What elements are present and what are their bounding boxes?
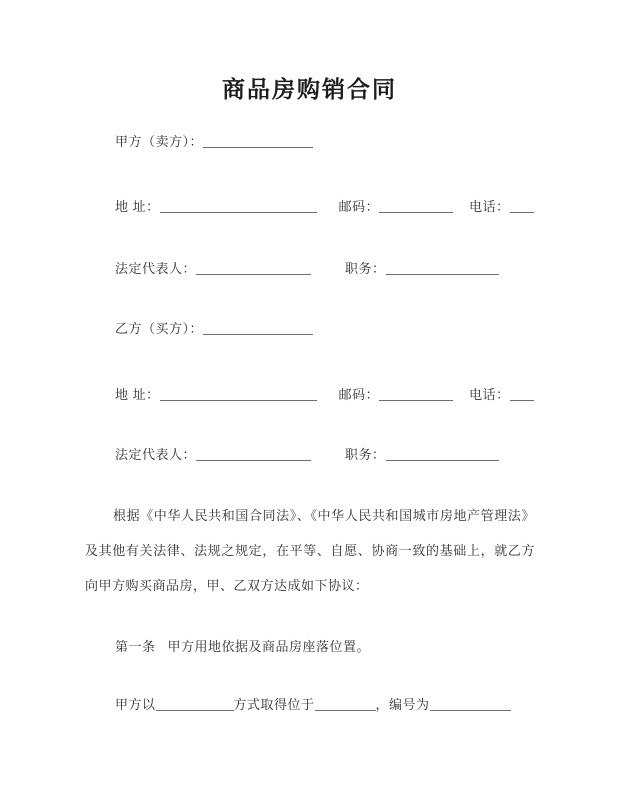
party-a-position-blank: [386, 260, 499, 275]
article-1-title: 甲方用地依据及商品房座落位置。: [167, 639, 371, 654]
clause-prefix: 甲方以: [115, 697, 156, 712]
party-a-position-label: 职务：: [345, 261, 386, 276]
party-a-legal-rep-row: [115, 258, 499, 278]
article-1-heading: [115, 637, 370, 656]
party-a-address-blank: [160, 198, 317, 213]
clause-mid: 方式取得位于: [233, 697, 315, 712]
party-b-position-label: 职务：: [345, 447, 386, 462]
party-a-phone-blank: [510, 198, 534, 213]
party-b-phone-blank: [510, 386, 534, 401]
party-b-position-blank: [386, 446, 499, 461]
party-a-legal-rep-label: 法定代表人：: [115, 261, 197, 276]
party-a-address-row: [115, 196, 534, 216]
preamble-paragraph: 根据《中华人民共和国合同法》、《中华人民共和国城市房地产管理法》及其他有关法律、法规之规定，在平等、自愿、协商一致的基础上，就乙方向甲方购买商品房，甲、乙双方达成如下协议：: [85, 508, 535, 593]
party-a-legal-rep-blank: [196, 260, 311, 275]
party-b-legal-rep-blank: [196, 446, 311, 461]
party-b-legal-rep-label: 法定代表人：: [115, 447, 197, 462]
party-b-postcode-blank: [379, 386, 453, 401]
party-b-address-label: 地 址：: [115, 387, 160, 402]
party-b-address-blank: [160, 386, 317, 401]
party-a-name-blank: [203, 133, 313, 148]
party-b-name-blank: [203, 320, 313, 335]
party-b-name-label: 乙方（买方）：: [115, 321, 204, 336]
party-a-name-label: 甲方（卖方）：: [115, 134, 204, 149]
article-1-clause-row: [115, 694, 511, 714]
party-a-phone-label: 电话：: [469, 199, 510, 214]
location-blank: [315, 696, 376, 711]
clause-suffix: ，编号为: [375, 697, 430, 712]
party-b-name-row: [115, 318, 313, 338]
lot-number-blank: [430, 696, 511, 711]
article-1-number: 第一条: [115, 639, 156, 654]
party-a-postcode-blank: [379, 198, 453, 213]
party-b-phone-label: 电话：: [469, 387, 510, 402]
document-title: 商品房购销合同: [222, 76, 397, 102]
party-a-postcode-label: 邮码：: [338, 199, 380, 214]
party-a-address-label: 地 址：: [115, 199, 160, 214]
party-b-address-row: [115, 384, 534, 404]
party-b-postcode-label: 邮码：: [338, 387, 380, 402]
party-b-legal-rep-row: [115, 444, 499, 464]
acquisition-method-blank: [156, 696, 234, 711]
party-a-name-row: [115, 131, 313, 151]
